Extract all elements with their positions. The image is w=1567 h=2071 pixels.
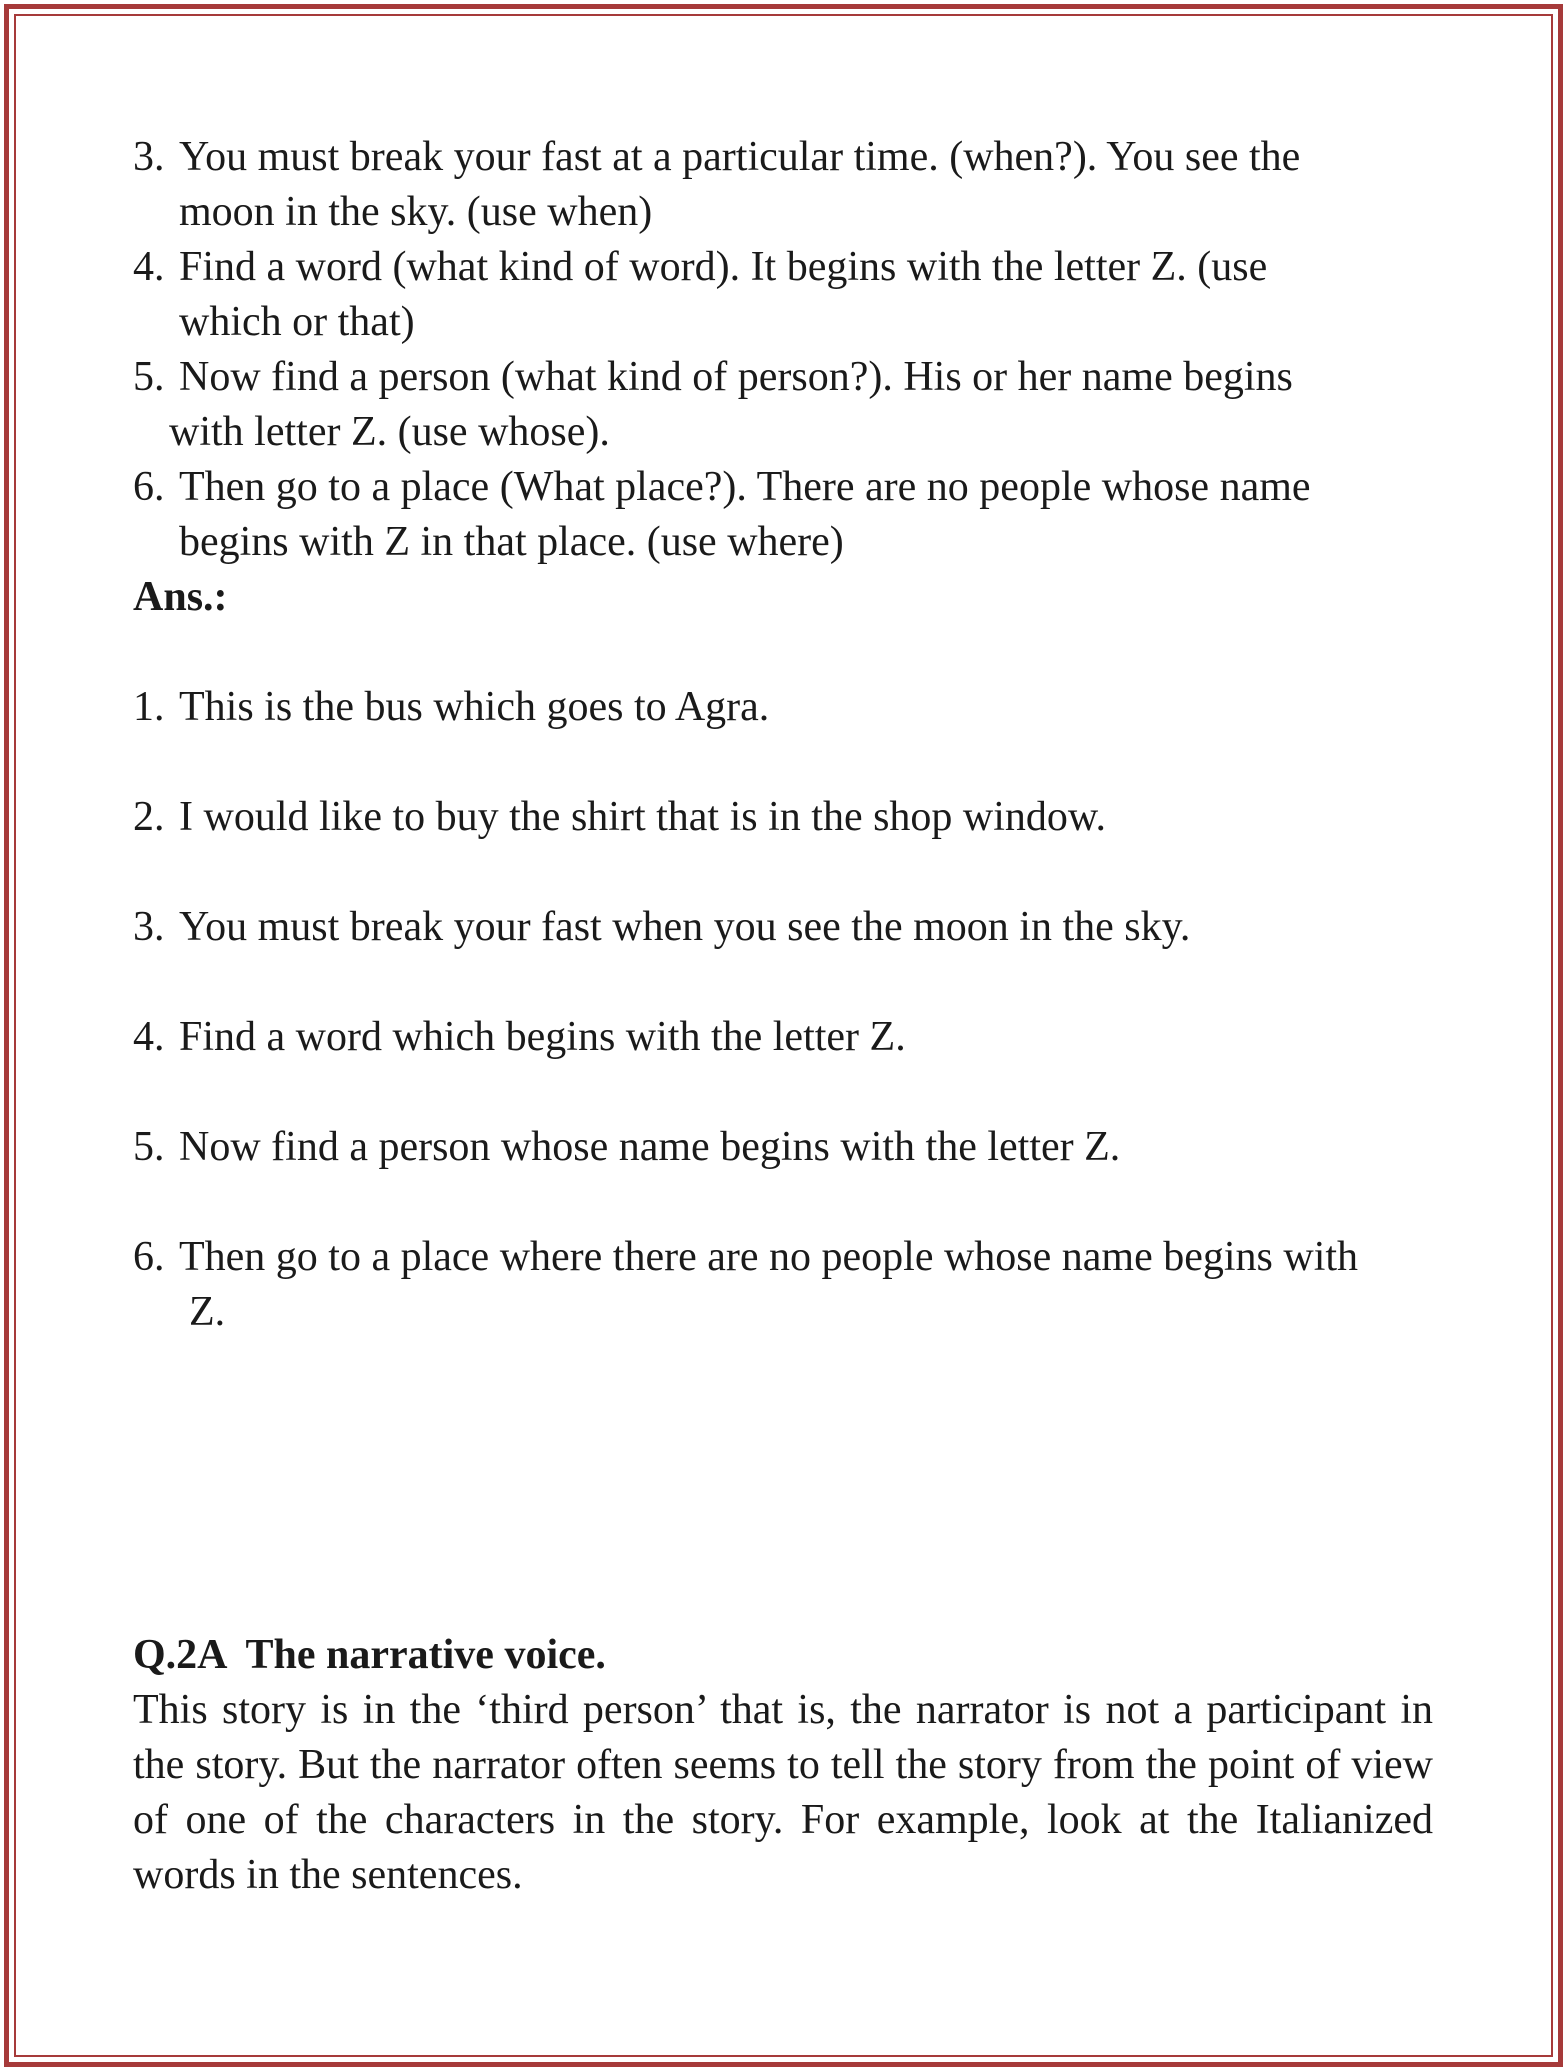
question-3 bbox=[133, 130, 1433, 240]
answers-heading: Ans.: bbox=[133, 574, 228, 620]
answer-number: 2. bbox=[133, 794, 165, 840]
section-heading: The narrative voice. bbox=[245, 1632, 606, 1678]
question-4 bbox=[133, 240, 1433, 350]
answer-number: 3. bbox=[133, 904, 165, 950]
question-text: Find a word (what kind of word). It begins with the letter Z. (use bbox=[179, 244, 1268, 290]
answer-text-continued: Z. bbox=[189, 1289, 226, 1335]
answer-number: 1. bbox=[133, 684, 165, 730]
answer-6 bbox=[133, 1230, 1433, 1340]
section-title bbox=[133, 1628, 1433, 1683]
question-number: 4. bbox=[133, 244, 165, 290]
answer-3 bbox=[133, 900, 1433, 955]
section-body: This story is in the ‘third person’ that is, the narrator is not a participant in the story. But the narrator often seems to tell the story from the point of view of one of the characters in the story. For example, look at the Italianized words in the sentences. bbox=[133, 1687, 1433, 1898]
answer-text: Then go to a place where there are no people whose name begins with bbox=[179, 1234, 1359, 1280]
question-text: You must break your fast at a particular time. (when?). You see the bbox=[179, 134, 1301, 180]
question-text: Then go to a place (What place?). There are no people whose name bbox=[179, 464, 1311, 510]
answer-text: Now find a person whose name begins with the letter Z. bbox=[179, 1124, 1121, 1170]
question-6 bbox=[133, 460, 1433, 570]
answer-5 bbox=[133, 1120, 1433, 1175]
answer-text: I would like to buy the shirt that is in the shop window. bbox=[179, 794, 1107, 840]
section-q2a bbox=[133, 1628, 1433, 1903]
answer-text: Find a word which begins with the letter Z. bbox=[179, 1014, 906, 1060]
answer-number: 5. bbox=[133, 1124, 165, 1170]
question-text-continued: with letter Z. (use whose). bbox=[169, 409, 610, 455]
answer-text: You must break your fast when you see the moon in the sky. bbox=[179, 904, 1191, 950]
question-text-continued: begins with Z in that place. (use where) bbox=[179, 519, 844, 565]
answer-2 bbox=[133, 790, 1433, 845]
answers-list bbox=[133, 680, 1433, 1340]
question-text: Now find a person (what kind of person?). His or her name begins bbox=[179, 354, 1293, 400]
answer-number: 6. bbox=[133, 1234, 165, 1280]
question-number: 5. bbox=[133, 354, 165, 400]
question-number: 6. bbox=[133, 464, 165, 510]
question-text-continued: moon in the sky. (use when) bbox=[179, 189, 653, 235]
page-content bbox=[133, 130, 1433, 1395]
answer-1 bbox=[133, 680, 1433, 735]
answer-text: This is the bus which goes to Agra. bbox=[179, 684, 770, 730]
answer-number: 4. bbox=[133, 1014, 165, 1060]
question-text-continued: which or that) bbox=[179, 299, 415, 345]
question-5 bbox=[133, 350, 1433, 460]
answer-4 bbox=[133, 1010, 1433, 1065]
section-number: Q.2A bbox=[133, 1632, 228, 1678]
question-number: 3. bbox=[133, 134, 165, 180]
